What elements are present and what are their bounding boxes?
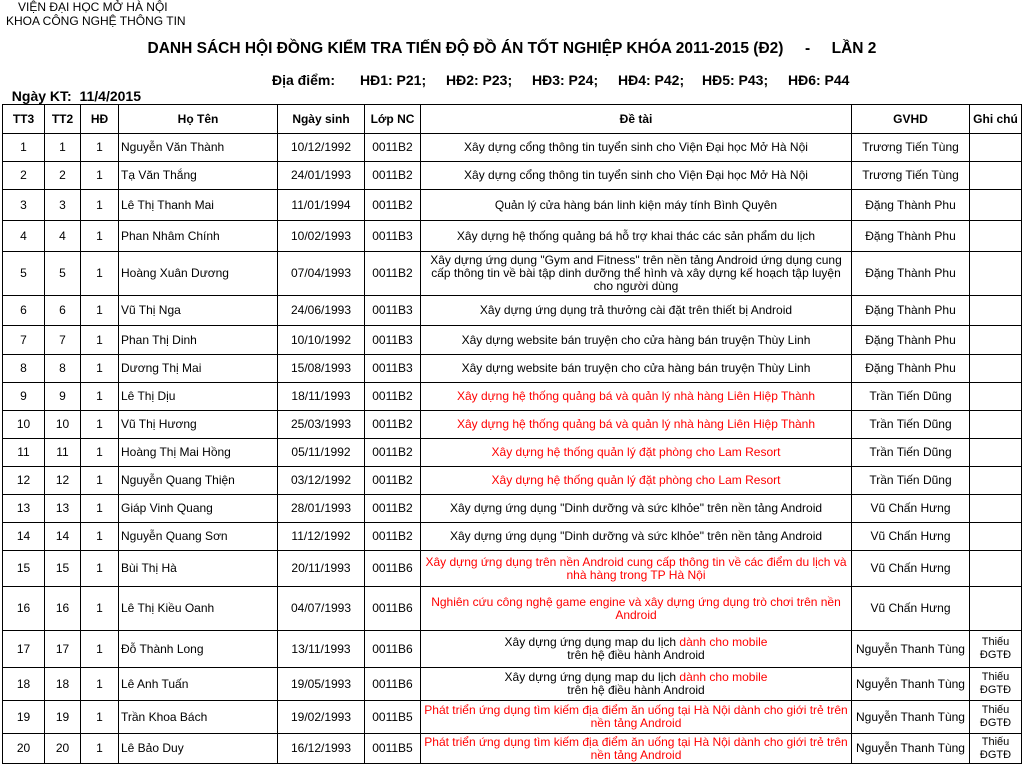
table-row xyxy=(3,734,1022,764)
column-header: GVHD xyxy=(852,105,970,134)
cell-note xyxy=(970,587,1022,631)
cell-advisor: Trần Tiến Dũng xyxy=(852,439,970,467)
cell-name: Lê Thị Thanh Mai xyxy=(119,190,278,221)
cell-topic: Phát triển ứng dụng tìm kiếm địa điểm ăn uống tại Hà Nội dành cho giới trẻ trên nền tảng Android xyxy=(421,701,852,734)
cell-name: Hoàng Xuân Dương xyxy=(119,252,278,296)
cell-tt3: 4 xyxy=(3,221,45,252)
cell-advisor: Đặng Thành Phu xyxy=(852,252,970,296)
cell-topic: Xây dựng hệ thống quản lý đặt phòng cho Lam Resort xyxy=(421,439,852,467)
cell-name: Bùi Thị Hà xyxy=(119,551,278,587)
cell-dob: 10/02/1993 xyxy=(278,221,365,252)
cell-advisor: Vũ Chấn Hưng xyxy=(852,523,970,551)
cell-council: 1 xyxy=(81,221,119,252)
cell-class: 0011B6 xyxy=(365,668,421,701)
cell-class: 0011B2 xyxy=(365,162,421,190)
cell-name: Vũ Thị Hương xyxy=(119,411,278,439)
cell-name: Lê Thị Dịu xyxy=(119,383,278,411)
cell-note xyxy=(970,252,1022,296)
table-row xyxy=(3,587,1022,631)
cell-council: 1 xyxy=(81,326,119,355)
table-row xyxy=(3,296,1022,326)
cell-topic: Phát triển ứng dụng tìm kiếm địa điểm ăn uống tại Hà Nội dành cho giới trẻ trên nền tảng Android xyxy=(421,734,852,764)
cell-name: Phan Thị Dinh xyxy=(119,326,278,355)
cell-tt2: 11 xyxy=(45,439,81,467)
cell-dob: 19/02/1993 xyxy=(278,701,365,734)
table-row xyxy=(3,701,1022,734)
cell-council: 1 xyxy=(81,701,119,734)
cell-class: 0011B6 xyxy=(365,631,421,668)
cell-topic: Xây dựng ứng dụng trên nền Android cung cấp thông tin về các điểm du lịch và nhà hàng trong TP Hà Nội xyxy=(421,551,852,587)
cell-advisor: Vũ Chấn Hưng xyxy=(852,495,970,523)
cell-note xyxy=(970,411,1022,439)
cell-council: 1 xyxy=(81,190,119,221)
cell-tt3: 7 xyxy=(3,326,45,355)
cell-advisor: Trương Tiến Tùng xyxy=(852,134,970,162)
cell-tt2: 16 xyxy=(45,587,81,631)
cell-advisor: Nguyễn Thanh Tùng xyxy=(852,701,970,734)
cell-class: 0011B6 xyxy=(365,587,421,631)
cell-tt2: 20 xyxy=(45,734,81,764)
column-header: Ghi chú xyxy=(970,105,1022,134)
cell-tt3: 15 xyxy=(3,551,45,587)
topic-part: trên hệ điều hành Android xyxy=(567,648,705,662)
cell-advisor: Trần Tiến Dũng xyxy=(852,383,970,411)
cell-advisor: Đặng Thành Phu xyxy=(852,221,970,252)
cell-tt3: 6 xyxy=(3,296,45,326)
cell-tt2: 17 xyxy=(45,631,81,668)
cell-note xyxy=(970,551,1022,587)
cell-name: Lê Anh Tuấn xyxy=(119,668,278,701)
cell-topic: Quản lý cửa hàng bán linh kiện máy tính Bình Quyên xyxy=(421,190,852,221)
cell-dob: 18/11/1993 xyxy=(278,383,365,411)
institution-name: VIỆN ĐẠI HỌC MỞ HÀ NỘI xyxy=(18,0,168,14)
cell-council: 1 xyxy=(81,523,119,551)
cell-class: 0011B2 xyxy=(365,467,421,495)
table-row xyxy=(3,439,1022,467)
cell-tt3: 11 xyxy=(3,439,45,467)
cell-class: 0011B3 xyxy=(365,296,421,326)
cell-advisor: Nguyễn Thanh Tùng xyxy=(852,631,970,668)
cell-dob: 24/06/1993 xyxy=(278,296,365,326)
cell-class: 0011B3 xyxy=(365,221,421,252)
cell-council: 1 xyxy=(81,631,119,668)
cell-tt2: 14 xyxy=(45,523,81,551)
faculty-name: KHOA CÔNG NGHỆ THÔNG TIN xyxy=(6,14,186,28)
cell-dob: 11/01/1994 xyxy=(278,190,365,221)
cell-dob: 25/03/1993 xyxy=(278,411,365,439)
cell-council: 1 xyxy=(81,587,119,631)
cell-topic: Xây dựng hệ thống quảng bá và quản lý nhà hàng Liên Hiệp Thành xyxy=(421,383,852,411)
cell-tt2: 5 xyxy=(45,252,81,296)
cell-tt2: 4 xyxy=(45,221,81,252)
table-row xyxy=(3,134,1022,162)
cell-dob: 03/12/1992 xyxy=(278,467,365,495)
cell-note: Thiếu ĐGTĐ xyxy=(970,701,1022,734)
cell-topic xyxy=(421,668,852,701)
cell-name: Nguyễn Văn Thành xyxy=(119,134,278,162)
cell-council: 1 xyxy=(81,134,119,162)
cell-tt3: 10 xyxy=(3,411,45,439)
cell-tt3: 20 xyxy=(3,734,45,764)
cell-note xyxy=(970,467,1022,495)
cell-name: Hoàng Thị Mai Hồng xyxy=(119,439,278,467)
table-row xyxy=(3,190,1022,221)
cell-tt3: 14 xyxy=(3,523,45,551)
cell-topic: Xây dựng ứng dụng trả thưởng cài đặt trên thiết bị Android xyxy=(421,296,852,326)
table-row xyxy=(3,411,1022,439)
exam-date-value: 11/4/2015 xyxy=(79,88,141,104)
cell-tt2: 1 xyxy=(45,134,81,162)
cell-tt3: 1 xyxy=(3,134,45,162)
column-header: Ngày sinh xyxy=(278,105,365,134)
cell-council: 1 xyxy=(81,296,119,326)
cell-tt2: 13 xyxy=(45,495,81,523)
cell-tt3: 2 xyxy=(3,162,45,190)
cell-class: 0011B2 xyxy=(365,252,421,296)
cell-note xyxy=(970,439,1022,467)
cell-dob: 16/12/1993 xyxy=(278,734,365,764)
cell-dob: 24/01/1993 xyxy=(278,162,365,190)
cell-tt2: 12 xyxy=(45,467,81,495)
cell-class: 0011B2 xyxy=(365,495,421,523)
cell-council: 1 xyxy=(81,162,119,190)
cell-tt3: 13 xyxy=(3,495,45,523)
cell-advisor: Nguyễn Thanh Tùng xyxy=(852,734,970,764)
topic-part: Xây dựng ứng dụng map du lịch xyxy=(504,670,680,684)
cell-advisor: Đặng Thành Phu xyxy=(852,355,970,383)
cell-tt3: 17 xyxy=(3,631,45,668)
cell-class: 0011B5 xyxy=(365,734,421,764)
column-header: TT3 xyxy=(3,105,45,134)
cell-name: Lê Bảo Duy xyxy=(119,734,278,764)
cell-topic: Xây dựng ứng dụng "Gym and Fitness" trên nền tảng Android ứng dụng cung cấp thông tin về bài tập dinh dưỡng thể hình và xây dựng kế hoạch tập luyện cho người dùng xyxy=(421,252,852,296)
cell-name: Nguyễn Quang Thiện xyxy=(119,467,278,495)
cell-tt2: 18 xyxy=(45,668,81,701)
cell-class: 0011B2 xyxy=(365,134,421,162)
cell-dob: 20/11/1993 xyxy=(278,551,365,587)
cell-name: Dương Thị Mai xyxy=(119,355,278,383)
cell-tt2: 6 xyxy=(45,296,81,326)
cell-advisor: Đặng Thành Phu xyxy=(852,296,970,326)
cell-council: 1 xyxy=(81,439,119,467)
room-hd5: HĐ5: P43; xyxy=(702,72,769,88)
cell-topic: Xây dựng hệ thống quảng bá và quản lý nhà hàng Liên Hiệp Thành xyxy=(421,411,852,439)
table-row xyxy=(3,355,1022,383)
cell-name: Giáp Vinh Quang xyxy=(119,495,278,523)
cell-name: Đỗ Thành Long xyxy=(119,631,278,668)
cell-class: 0011B2 xyxy=(365,383,421,411)
room-hd1: HĐ1: P21; xyxy=(360,72,427,88)
cell-note: Thiếu ĐGTĐ xyxy=(970,631,1022,668)
column-header: Lớp NC xyxy=(365,105,421,134)
table-row xyxy=(3,383,1022,411)
cell-advisor: Vũ Chấn Hưng xyxy=(852,587,970,631)
cell-council: 1 xyxy=(81,495,119,523)
exam-date-label: Ngày KT: xyxy=(11,88,72,104)
room-hd3: HĐ3: P24; xyxy=(532,72,599,88)
table-header-row xyxy=(3,105,1022,134)
cell-topic: Xây dựng cổng thông tin tuyển sinh cho Viện Đại học Mở Hà Nội xyxy=(421,162,852,190)
cell-name: Vũ Thị Nga xyxy=(119,296,278,326)
table-row xyxy=(3,162,1022,190)
topic-highlight: dành cho mobile xyxy=(679,635,768,649)
cell-tt3: 5 xyxy=(3,252,45,296)
column-header: Đề tài xyxy=(421,105,852,134)
cell-class: 0011B6 xyxy=(365,551,421,587)
cell-dob: 15/08/1993 xyxy=(278,355,365,383)
cell-dob: 28/01/1993 xyxy=(278,495,365,523)
cell-note xyxy=(970,523,1022,551)
cell-name: Tạ Văn Thắng xyxy=(119,162,278,190)
cell-tt3: 19 xyxy=(3,701,45,734)
cell-advisor: Trương Tiến Tùng xyxy=(852,162,970,190)
cell-advisor: Trần Tiến Dũng xyxy=(852,467,970,495)
table-row xyxy=(3,495,1022,523)
table-row xyxy=(3,326,1022,355)
table-row xyxy=(3,551,1022,587)
cell-tt2: 8 xyxy=(45,355,81,383)
cell-dob: 07/04/1993 xyxy=(278,252,365,296)
cell-note xyxy=(970,495,1022,523)
cell-topic: Xây dựng ứng dụng "Dinh dưỡng và sức klhỏe" trên nền tảng Android xyxy=(421,523,852,551)
column-header: TT2 xyxy=(45,105,81,134)
cell-note xyxy=(970,296,1022,326)
room-hd4: HĐ4: P42; xyxy=(618,72,685,88)
cell-topic: Xây dựng hệ thống quảng bá hỗ trợ khai thác các sản phẩm du lịch xyxy=(421,221,852,252)
table-row xyxy=(3,523,1022,551)
table-row xyxy=(3,668,1022,701)
cell-advisor: Vũ Chấn Hưng xyxy=(852,551,970,587)
cell-topic xyxy=(421,631,852,668)
cell-topic: Xây dựng website bán truyện cho cửa hàng bán truyện Thùy Linh xyxy=(421,326,852,355)
location-label: Địa điểm: xyxy=(272,72,336,88)
cell-council: 1 xyxy=(81,252,119,296)
column-header: Họ Tên xyxy=(119,105,278,134)
cell-class: 0011B3 xyxy=(365,355,421,383)
topic-highlight: dành cho mobile xyxy=(679,670,768,684)
room-hd6: HĐ6: P44 xyxy=(788,72,850,88)
cell-dob: 04/07/1993 xyxy=(278,587,365,631)
cell-name: Nguyễn Quang Sơn xyxy=(119,523,278,551)
cell-dob: 11/12/1992 xyxy=(278,523,365,551)
cell-tt3: 8 xyxy=(3,355,45,383)
cell-council: 1 xyxy=(81,551,119,587)
cell-council: 1 xyxy=(81,467,119,495)
cell-dob: 19/05/1993 xyxy=(278,668,365,701)
cell-tt2: 2 xyxy=(45,162,81,190)
cell-note xyxy=(970,355,1022,383)
cell-council: 1 xyxy=(81,734,119,764)
cell-topic: Xây dựng hệ thống quản lý đặt phòng cho Lam Resort xyxy=(421,467,852,495)
cell-note xyxy=(970,134,1022,162)
table-row xyxy=(3,467,1022,495)
council-table xyxy=(2,104,1022,764)
topic-part: Xây dựng ứng dụng map du lịch xyxy=(504,635,680,649)
cell-tt3: 18 xyxy=(3,668,45,701)
cell-council: 1 xyxy=(81,383,119,411)
cell-name: Lê Thị Kiều Oanh xyxy=(119,587,278,631)
cell-note xyxy=(970,221,1022,252)
cell-dob: 10/12/1992 xyxy=(278,134,365,162)
cell-note xyxy=(970,383,1022,411)
cell-tt2: 9 xyxy=(45,383,81,411)
cell-topic: Xây dựng ứng dụng "Dinh dưỡng và sức klhỏe" trên nền tảng Android xyxy=(421,495,852,523)
cell-tt3: 3 xyxy=(3,190,45,221)
table-row xyxy=(3,631,1022,668)
cell-note xyxy=(970,326,1022,355)
cell-tt2: 19 xyxy=(45,701,81,734)
cell-tt2: 15 xyxy=(45,551,81,587)
cell-note: Thiếu ĐGTĐ xyxy=(970,668,1022,701)
cell-council: 1 xyxy=(81,668,119,701)
cell-topic: Xây dựng cổng thông tin tuyển sinh cho Viện Đại học Mở Hà Nội xyxy=(421,134,852,162)
cell-note xyxy=(970,190,1022,221)
topic-part: trên hệ điều hành Android xyxy=(567,683,705,697)
cell-class: 0011B2 xyxy=(365,411,421,439)
cell-tt2: 10 xyxy=(45,411,81,439)
column-header: HĐ xyxy=(81,105,119,134)
cell-tt2: 7 xyxy=(45,326,81,355)
cell-name: Trần Khoa Bách xyxy=(119,701,278,734)
cell-advisor: Đặng Thành Phu xyxy=(852,326,970,355)
cell-tt3: 16 xyxy=(3,587,45,631)
cell-dob: 13/11/1993 xyxy=(278,631,365,668)
cell-advisor: Nguyễn Thanh Tùng xyxy=(852,668,970,701)
cell-topic: Nghiên cứu công nghệ game engine và xây dựng ứng dụng trò chơi trên nền Android xyxy=(421,587,852,631)
cell-note xyxy=(970,162,1022,190)
cell-class: 0011B3 xyxy=(365,326,421,355)
cell-tt3: 12 xyxy=(3,467,45,495)
cell-topic: Xây dựng website bán truyện cho cửa hàng bán truyện Thùy Linh xyxy=(421,355,852,383)
cell-class: 0011B2 xyxy=(365,523,421,551)
cell-tt3: 9 xyxy=(3,383,45,411)
room-hd2: HĐ2: P23; xyxy=(446,72,513,88)
cell-tt2: 3 xyxy=(45,190,81,221)
cell-dob: 05/11/1992 xyxy=(278,439,365,467)
cell-council: 1 xyxy=(81,355,119,383)
cell-dob: 10/10/1992 xyxy=(278,326,365,355)
table-row xyxy=(3,252,1022,296)
cell-class: 0011B5 xyxy=(365,701,421,734)
cell-advisor: Trần Tiến Dũng xyxy=(852,411,970,439)
cell-class: 0011B2 xyxy=(365,439,421,467)
cell-class: 0011B2 xyxy=(365,190,421,221)
document-title: DANH SÁCH HỘI ĐỒNG KIỂM TRA TIẾN ĐỘ ĐỒ ÁN TỐT NGHIỆP KHÓA 2011-2015 (Đ2) - LẦN 2 xyxy=(147,40,877,57)
cell-council: 1 xyxy=(81,411,119,439)
exam-date xyxy=(4,72,141,104)
cell-note: Thiếu ĐGTĐ xyxy=(970,734,1022,764)
cell-advisor: Đặng Thành Phu xyxy=(852,190,970,221)
cell-name: Phan Nhâm Chính xyxy=(119,221,278,252)
table-row xyxy=(3,221,1022,252)
